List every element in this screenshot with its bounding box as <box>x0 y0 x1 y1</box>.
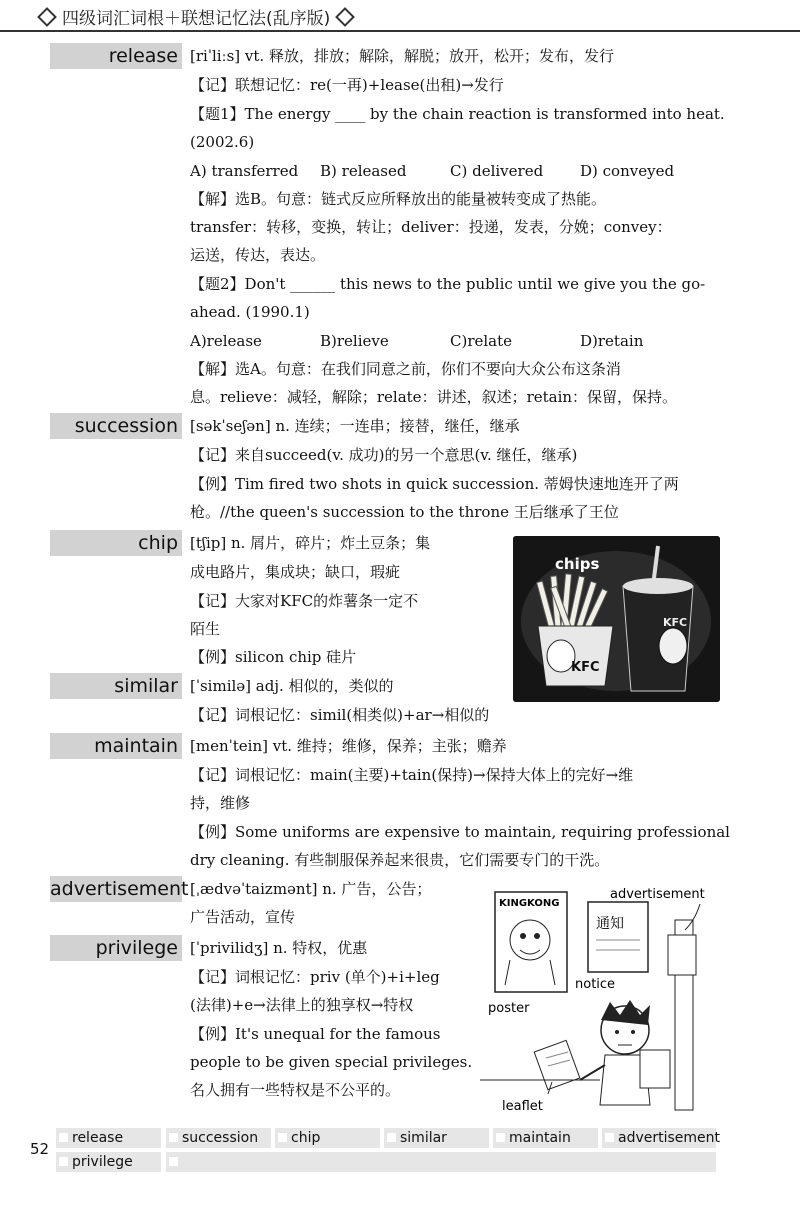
release-question1-year: (2002.6) <box>190 133 255 151</box>
cup-brand: KFC <box>663 616 688 629</box>
release-answer1-cont: transfer：转移，变换，转让；deliver：投递，发表，分娩；convey： <box>190 218 672 236</box>
chip-definition-cont: 成电路片，集成块；缺口，瑕疵 <box>190 563 401 581</box>
chip-example: 【例】silicon chip 硅片 <box>190 648 357 666</box>
similar-definition: [ˈsimilə] adj. 相似的，类似的 <box>190 677 394 695</box>
headword-release: release <box>50 43 182 69</box>
fries-box-brand: KFC <box>571 660 600 675</box>
fries-and-drink-icon <box>513 536 720 702</box>
header-title: 四级词汇词根＋联想记忆法(乱序版) <box>62 9 331 29</box>
option: D)retain <box>580 332 644 350</box>
privilege-memo: 【记】词根记忆：priv (单个)+i+leg <box>190 968 440 986</box>
release-answer2-cont: 息。relieve：减轻，解除；relate：讲述，叙述；retain：保留，保持。 <box>190 388 678 406</box>
diamond-icon <box>37 7 57 27</box>
leaflet-label: leaflet <box>502 1099 543 1112</box>
succession-definition: [səkˈseʃən] n. 连续；一连串；接替，继任，继承 <box>190 417 520 435</box>
footer-word: privilege <box>56 1152 161 1172</box>
option: A) transferred <box>190 162 299 180</box>
chips-label: chips <box>555 555 600 573</box>
release-question1: 【题1】The energy ____ by the chain reaction is transformed into heat. <box>190 105 725 123</box>
advertisement-cartoon <box>480 880 720 1112</box>
page-number: 52 <box>30 1140 50 1158</box>
succession-example-cont: 枪。//the queen's succession to the throne 王后继承了王位 <box>190 503 619 521</box>
word-index-footer <box>56 1128 721 1174</box>
footer-word: similar <box>384 1128 489 1148</box>
release-memo: 【记】联想记忆：re(一再)+lease(出租)→发行 <box>190 76 504 94</box>
release-question2: 【题2】Don't ______ this news to the public until we give you the go- <box>190 275 706 293</box>
option: D) conveyed <box>580 162 675 180</box>
advertisement-label: advertisement <box>610 887 705 902</box>
option: A)release <box>190 332 262 350</box>
running-header <box>40 4 352 29</box>
privilege-example-cont: people to be given special privileges. <box>190 1053 473 1071</box>
release-options1 <box>190 160 710 182</box>
headword-privilege: privilege <box>50 935 182 961</box>
maintain-definition: [menˈtein] vt. 维持；维修，保养；主张；赡养 <box>190 737 507 755</box>
option: C) delivered <box>450 162 544 180</box>
headword-maintain: maintain <box>50 733 182 759</box>
chip-memo: 【记】大家对KFC的炸薯条一定不 <box>190 592 419 610</box>
maintain-memo-cont: 持，维修 <box>190 794 251 812</box>
release-question2-cont: ahead. (1990.1) <box>190 303 310 321</box>
advertisement-definition: [ˌædvəˈtaizmənt] n. 广告，公告； <box>190 880 432 898</box>
headword-similar: similar <box>50 673 182 699</box>
chips-illustration <box>513 536 720 702</box>
advertisement-definition-cont: 广告活动，宣传 <box>190 908 296 926</box>
release-definition: [riˈliːs] vt. 释放，排放；解除，解脱；放开，松开；发布，发行 <box>190 47 614 65</box>
maintain-example-cont: dry cleaning. 有些制服保养起来很贵，它们需要专门的干洗。 <box>190 851 610 869</box>
headword-advertisement: advertisement <box>50 878 189 900</box>
privilege-definition: [ˈprivilidʒ] n. 特权，优惠 <box>190 939 368 957</box>
footer-blank <box>166 1152 716 1172</box>
option: C)relate <box>450 332 513 350</box>
succession-memo: 【记】来自succeed(v. 成功)的另一个意思(v. 继任，继承) <box>190 446 578 464</box>
privilege-example: 【例】It's unequal for the famous <box>190 1025 441 1043</box>
notice-sign: 通知 <box>596 916 624 932</box>
release-answer2: 【解】选A。句意：在我们同意之前，你们不要向大众公布这条消 <box>190 360 621 378</box>
maintain-memo: 【记】词根记忆：main(主要)+tain(保持)→保持大体上的完好→维 <box>190 766 634 784</box>
release-answer1: 【解】选B。句意：链式反应所释放出的能量被转变成了热能。 <box>190 190 607 208</box>
poster-title: KINGKONG <box>499 898 560 909</box>
option: B) released <box>320 162 407 180</box>
succession-example: 【例】Tim fired two shots in quick succession. 蒂姆快速地连开了两 <box>190 475 679 493</box>
chip-definition: [tʃip] n. 屑片，碎片；炸土豆条；集 <box>190 534 431 552</box>
maintain-example: 【例】Some uniforms are expensive to maintain, requiring professional <box>190 823 730 841</box>
privilege-example-translation: 名人拥有一些特权是不公平的。 <box>190 1081 401 1099</box>
release-answer1-cont2: 运送，传达，表达。 <box>190 246 326 264</box>
poster-label: poster <box>488 1001 530 1016</box>
similar-memo: 【记】词根记忆：simil(相类似)+ar→相似的 <box>190 706 490 724</box>
header-rule <box>0 30 800 32</box>
diamond-icon <box>335 7 355 27</box>
footer-word: maintain <box>493 1128 598 1148</box>
headword-succession: succession <box>50 413 182 439</box>
footer-word: succession <box>166 1128 271 1148</box>
chip-memo-cont: 陌生 <box>190 620 221 638</box>
footer-word: advertisement <box>602 1128 716 1148</box>
footer-word: release <box>56 1128 161 1148</box>
notice-label: notice <box>575 977 616 992</box>
cartoon-illustration <box>480 880 720 1112</box>
option: B)relieve <box>320 332 389 350</box>
release-options2 <box>190 330 710 352</box>
footer-word: chip <box>275 1128 380 1148</box>
privilege-memo-cont: (法律)+e→法律上的独享权→特权 <box>190 996 414 1014</box>
headword-chip: chip <box>50 530 182 556</box>
